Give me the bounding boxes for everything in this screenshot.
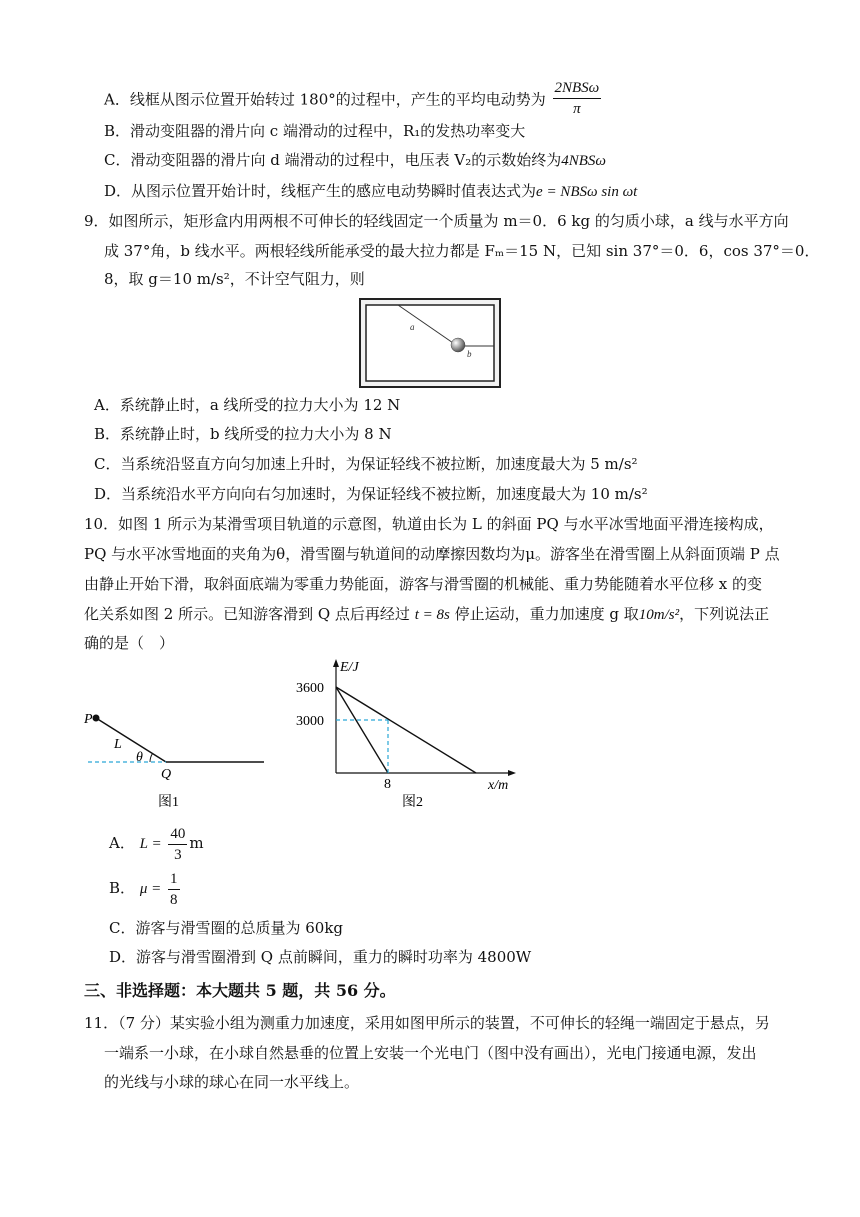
q8-option-b: B．滑动变阻器的滑片向 c 端滑动的过程中，R₁的发热功率变大 — [104, 122, 526, 140]
q10-option-b — [109, 867, 182, 910]
fraction-numerator: 2NBSω — [553, 78, 602, 99]
box-inner-frame — [366, 305, 494, 381]
q10-option-c: C．游客与滑雪圈的总质量为 60kg — [109, 919, 344, 937]
q10-stem-line4 — [84, 603, 769, 626]
q8-option-c-math: 4NBSω — [561, 153, 606, 169]
fraction-denominator: 8 — [170, 891, 178, 908]
q10-figure1 — [80, 705, 270, 815]
q11-stem-line1: 11．（7 分）某实验小组为测重力加速度，采用如图甲所示的装置，不可伸长的轻绳一端固定于悬点，另 — [84, 1014, 770, 1032]
y-axis-arrow — [333, 659, 339, 667]
q10-stem-line3: 由静止开始下滑，取斜面底端为零重力势能面，游客与滑雪圈的机械能、重力势能随着水平位移 x 的变 — [84, 575, 763, 593]
figure2-caption: 图2 — [402, 795, 423, 810]
option-label: B． — [109, 879, 136, 897]
q9-option-b: B．系统静止时，b 线所受的拉力大小为 8 N — [94, 425, 392, 443]
ball — [451, 338, 465, 352]
q10-option-d: D．游客与滑雪圈滑到 Q 点前瞬间，重力的瞬时功率为 4800W — [109, 948, 532, 966]
q10-stem-line1: 10．如图 1 所示为某滑雪项目轨道的示意图，轨道由长为 L 的斜面 PQ 与水平冰雪地面平滑连接构成， — [84, 515, 774, 533]
q11-stem-line2: 一端系一小球，在小球自然悬垂的位置上安装一个光电门（图中没有画出），光电门接通电源，发出 — [104, 1044, 757, 1062]
option-label: A． — [109, 834, 135, 852]
fraction-denominator: π — [573, 101, 581, 117]
q10-line4-part1: 化关系如图 2 所示。已知游客滑到 Q 点后再经过 — [84, 605, 410, 623]
slope-pq — [96, 718, 166, 762]
option-b-fraction — [168, 869, 180, 910]
q8-option-c-text: C．滑动变阻器的滑片向 d 端滑动的过程中，电压表 V₂的示数始终为 — [104, 151, 562, 169]
q10-stem-line2: PQ 与水平冰雪地面的夹角为θ，滑雪圈与轨道间的动摩擦因数均为μ。游客坐在滑雪圈上从斜面顶端 P 点 — [84, 545, 780, 563]
label-q: Q — [161, 767, 172, 782]
q10-line4-part3: ，下列说法正 — [679, 605, 770, 623]
x-axis-label: x/m — [488, 778, 509, 793]
q8-option-a — [104, 80, 603, 121]
angle-arc — [150, 754, 153, 763]
option-a-fraction — [168, 824, 187, 865]
q10-stem-line5: 确的是（ ） — [84, 634, 175, 652]
label-b: b — [467, 349, 472, 359]
q8-option-a-fraction — [553, 78, 602, 119]
q8-option-c — [104, 149, 606, 172]
q10-option-a — [109, 822, 204, 865]
q10-g-value: 10m/s² — [638, 607, 680, 623]
q8-option-a-text: A．线框从图示位置开始转过 180°的过程中，产生的平均电动势为 — [104, 90, 546, 109]
q9-stem-line3: 8，取 g＝10 m/s²，不计空气阻力，则 — [104, 270, 365, 288]
q10-figure2 — [290, 655, 530, 815]
q9-stem-line1: 9．如图所示，矩形盒内用两根不可伸长的轻线固定一个质量为 m＝0．6 kg 的匀质小球，a 线与水平方向 — [84, 212, 789, 230]
tick-8: 8 — [384, 777, 391, 792]
tick-3600: 3600 — [296, 681, 324, 696]
fraction-numerator: 1 — [168, 869, 180, 890]
label-l: L — [114, 737, 122, 752]
label-a: a — [410, 322, 415, 332]
q8-option-d-math: e = NBSω sin ωt — [536, 184, 638, 200]
q9-stem-line2: 成 37°角，b 线水平。两根轻线所能承受的最大拉力都是 Fₘ＝15 N，已知 sin 37°＝0．6，cos 37°＝0． — [104, 242, 820, 260]
label-theta: θ — [136, 750, 143, 765]
option-a-unit: m — [189, 834, 204, 852]
option-b-lhs: μ = — [139, 881, 162, 897]
tick-3000: 3000 — [296, 714, 324, 729]
q10-line4-part2: 停止运动，重力加速度 g 取 — [454, 605, 639, 623]
q9-option-c: C．当系统沿竖直方向匀加速上升时，为保证轻线不被拉断，加速度最大为 5 m/s² — [94, 455, 638, 473]
q8-option-d — [104, 180, 637, 203]
q9-box-figure — [358, 297, 502, 389]
label-p: P — [84, 712, 93, 727]
figure1-caption: 图1 — [158, 795, 179, 810]
q8-option-d-text: D．从图示位置开始计时，线框产生的感应电动势瞬时值表达式为 — [104, 182, 537, 200]
fraction-numerator: 40 — [168, 824, 187, 845]
potential-energy-line — [336, 687, 388, 773]
mechanical-energy-line — [336, 687, 476, 773]
q9-option-a: A．系统静止时，a 线所受的拉力大小为 12 N — [94, 396, 401, 414]
q10-time-value: t = 8s — [414, 607, 450, 623]
x-axis-arrow — [508, 770, 516, 776]
q9-option-d: D．当系统沿水平方向向右匀加速时，为保证轻线不被拉断，加速度最大为 10 m/s² — [94, 485, 648, 503]
q11-stem-line3: 的光线与小球的球心在同一水平线上。 — [104, 1073, 360, 1091]
y-axis-label: E/J — [340, 660, 359, 675]
fraction-denominator: 3 — [174, 846, 182, 863]
section-heading: 三、非选择题：本大题共 5 题，共 56 分。 — [84, 981, 396, 1000]
option-a-lhs: L = — [139, 836, 162, 852]
